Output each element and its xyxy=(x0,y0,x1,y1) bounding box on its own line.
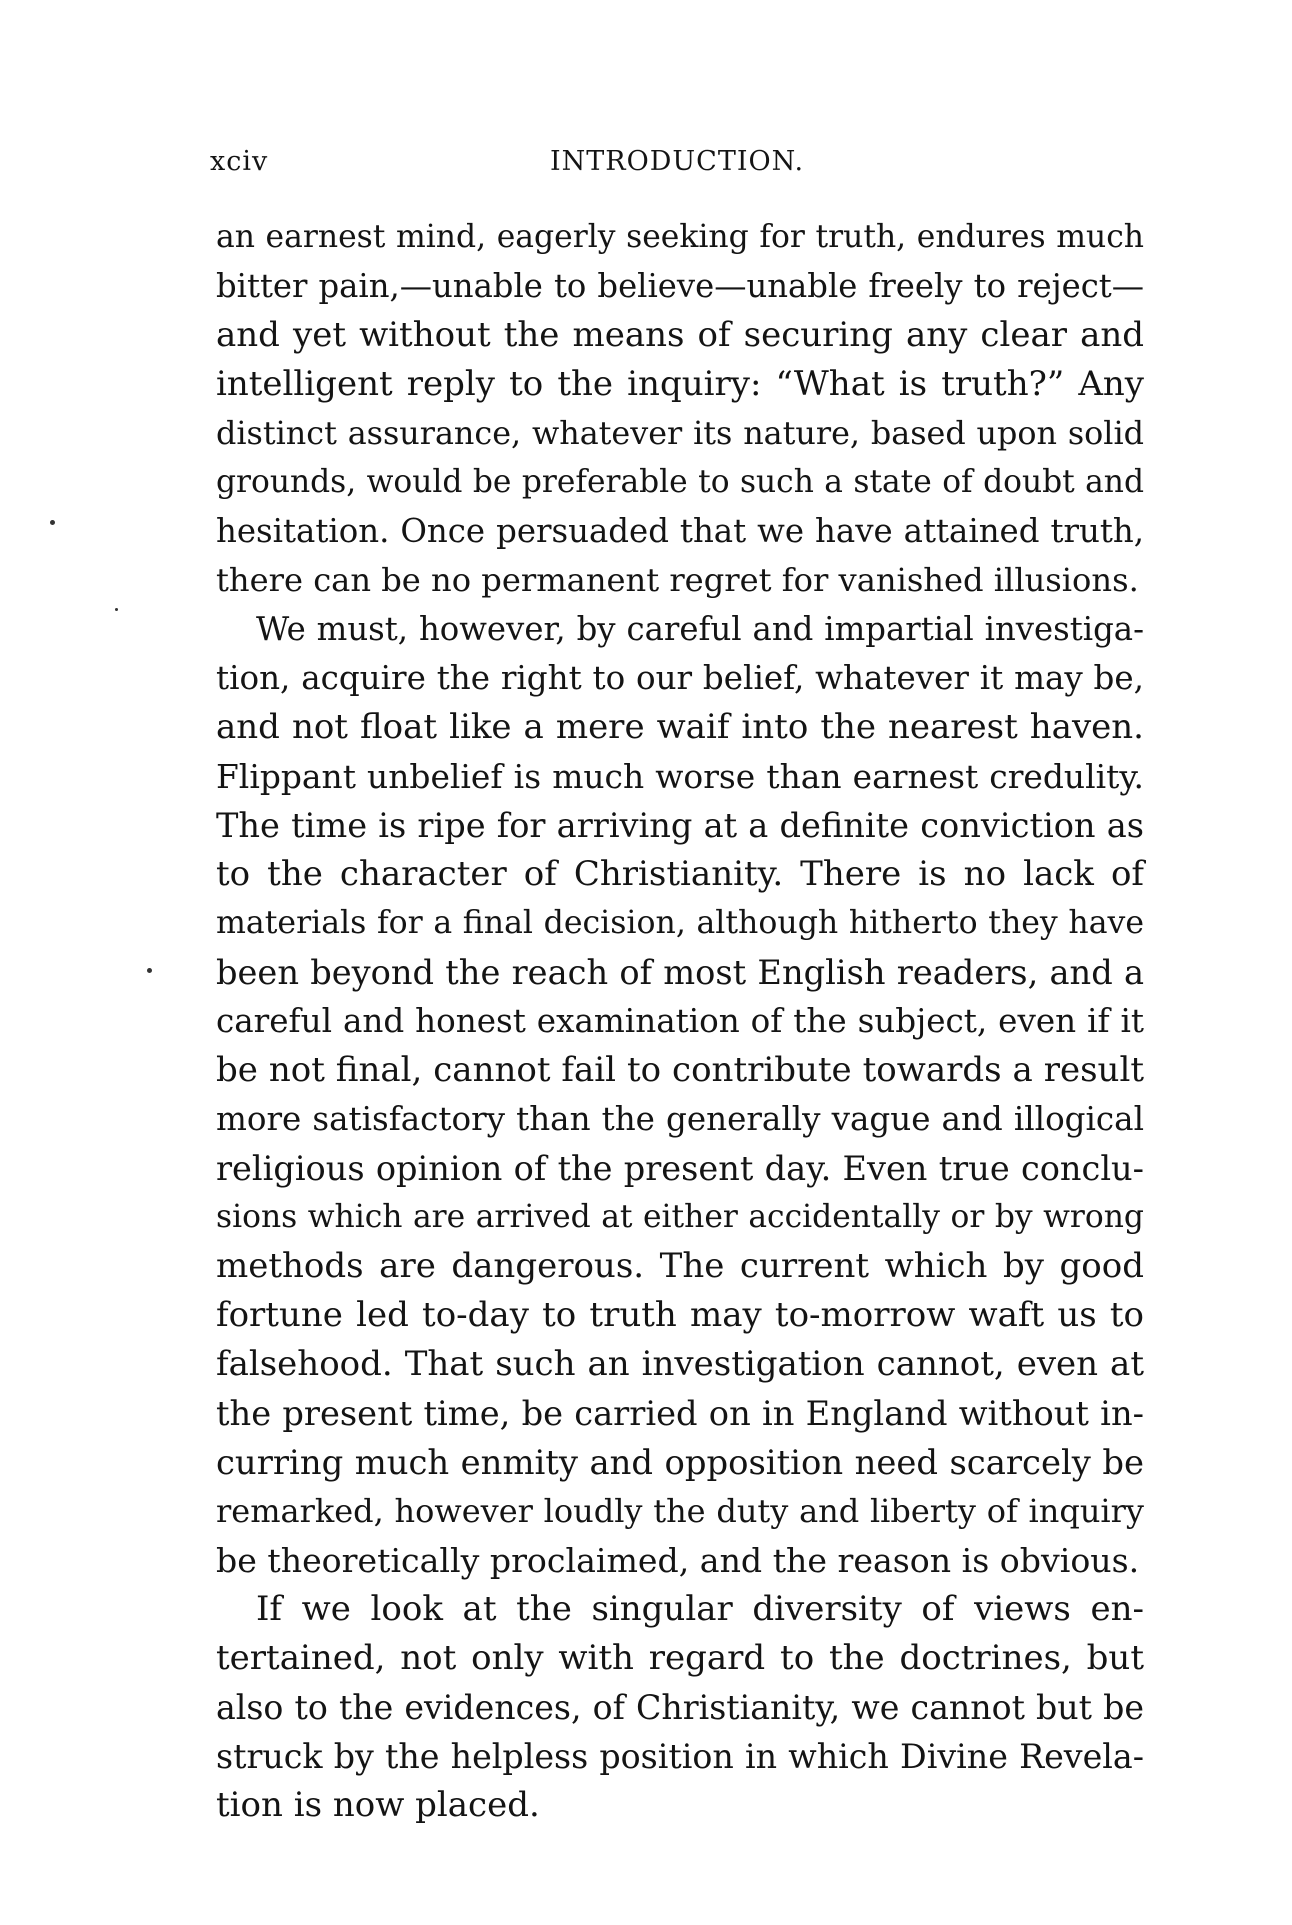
text-line: falsehood. That such an investigation cannot, even at xyxy=(216,1344,1144,1384)
text-line: be theoretically proclaimed, and the reason is obvious. xyxy=(216,1541,1140,1580)
running-title: INTRODUCTION. xyxy=(550,146,805,177)
text-line: remarked, however loudly the duty and liberty of inquiry xyxy=(216,1492,1144,1530)
text-line: bitter pain,—unable to believe—unable freely to reject— xyxy=(216,267,1144,305)
text-line: intelligent reply to the inquiry: “What is truth?” Any xyxy=(216,364,1144,404)
text-line: also to the evidences, of Christianity, we cannot but be xyxy=(216,1688,1144,1727)
text-line: distinct assurance, whatever its nature, based upon solid xyxy=(216,414,1144,452)
scan-speck xyxy=(50,520,55,525)
scan-speck xyxy=(147,968,152,973)
text-line: be not final, cannot fail to contribute towards a result xyxy=(216,1050,1144,1090)
text-line: fortune led to-day to truth may to-morrow waft us to xyxy=(216,1295,1144,1335)
text-line: more satisfactory than the generally vague and illogical xyxy=(216,1100,1144,1138)
text-line: an earnest mind, eagerly seeking for truth, endures much xyxy=(216,219,1144,255)
paragraph-start-line: We must, however, by careful and impartial investiga- xyxy=(256,610,1144,648)
text-line: there can be no permanent regret for vanished illusions. xyxy=(216,561,1139,599)
text-line: sions which are arrived at either accidentally or by wrong xyxy=(216,1199,1144,1235)
page-header xyxy=(210,146,1130,186)
paragraph-start-line: If we look at the singular diversity of views en- xyxy=(256,1589,1144,1629)
text-line: been beyond the reach of most English readers, and a xyxy=(216,953,1144,992)
text-line: Flippant unbelief is much worse than earnest credulity. xyxy=(216,757,1144,796)
text-line: to the character of Christianity. There is no lack of xyxy=(216,854,1144,894)
text-line: the present time, be carried on in England without in- xyxy=(216,1394,1144,1433)
text-line: tion, acquire the right to our belief, whatever it may be, xyxy=(216,659,1144,697)
text-line: and yet without the means of securing any clear and xyxy=(216,315,1144,355)
text-line: hesitation. Once persuaded that we have attained truth, xyxy=(216,512,1144,550)
text-line: tertained, not only with regard to the doctrines, but xyxy=(216,1638,1144,1678)
text-line: The time is ripe for arriving at a definite conviction as xyxy=(216,806,1144,845)
text-line: tion is now placed. xyxy=(216,1785,540,1825)
text-line: grounds, would be preferable to such a state of doubt and xyxy=(216,464,1144,500)
body-text xyxy=(216,213,1144,1830)
text-line: careful and honest examination of the subject, even if it xyxy=(216,1002,1144,1040)
text-line: methods are dangerous. The current which by good xyxy=(216,1246,1144,1286)
text-line: curring much enmity and opposition need scarcely be xyxy=(216,1443,1144,1482)
text-line: religious opinion of the present day. Even true conclu- xyxy=(216,1149,1144,1188)
page-number: xciv xyxy=(210,146,269,177)
text-line: and not float like a mere waif into the nearest haven. xyxy=(216,707,1144,747)
text-line: struck by the helpless position in which Divine Revela- xyxy=(216,1737,1144,1776)
scan-speck xyxy=(115,608,118,611)
text-line: materials for a final decision, although hitherto they have xyxy=(216,905,1144,941)
